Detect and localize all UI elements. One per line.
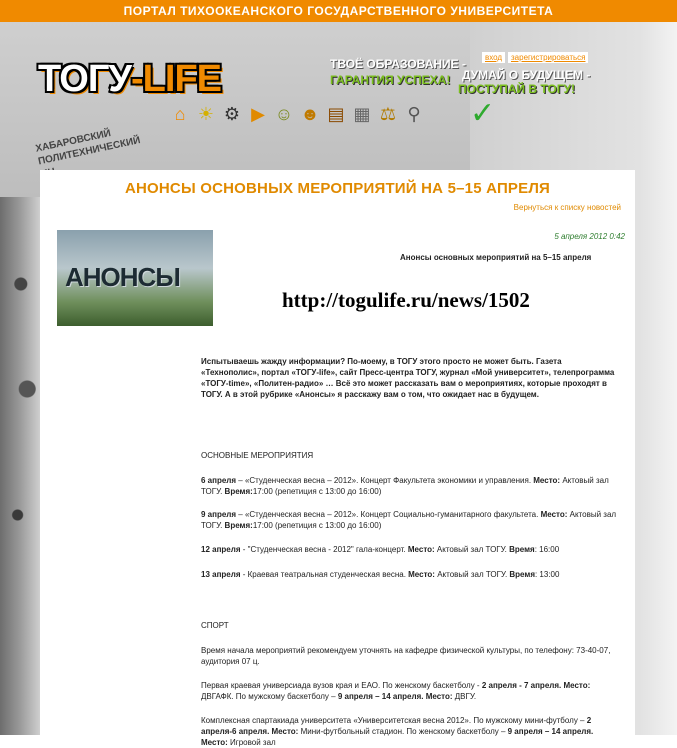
event-item bbox=[201, 475, 621, 497]
event-time: 17:00 (репетиция с 13:00 до 16:00) bbox=[252, 521, 382, 530]
event-time-label: Время bbox=[509, 545, 535, 554]
people-icon[interactable]: ☺ bbox=[274, 103, 294, 124]
event-place: Актовый зал ТОГУ. bbox=[434, 545, 510, 554]
event-place-label: Место: bbox=[533, 476, 561, 485]
ink-splatter-decoration bbox=[8, 200, 40, 620]
event-text: - "Студенческая весна - 2012" гала-концерт. bbox=[240, 545, 408, 554]
event-time: : 13:00 bbox=[534, 570, 560, 579]
event-text: – «Студенческая весна – 2012». Концерт Социально-гуманитарного факультета. bbox=[236, 510, 541, 519]
sport-note: Время начала мероприятий рекомендуем уточнять на кафедре физической культуры, по телефону: 73-40-07, аудитория 07 ц. bbox=[201, 646, 611, 666]
event-place-label: Место: bbox=[540, 510, 568, 519]
event-place-label: Место: bbox=[407, 545, 435, 554]
sport-place: ДВГУ. bbox=[452, 692, 477, 701]
sport-item bbox=[201, 680, 621, 702]
event-item bbox=[201, 544, 621, 555]
slogan-future: ДУМАЙ О БУДУЩЕМ - bbox=[462, 68, 591, 82]
event-time-label: Время bbox=[509, 570, 535, 579]
slogan-enroll: ПОСТУПАЙ В ТОГУ! bbox=[458, 82, 575, 96]
sport-date: 9 апреля – 14 апреля. bbox=[337, 692, 424, 701]
sport-place: ДВГАФК. По мужскому баскетболу – bbox=[201, 692, 338, 701]
article-panel bbox=[40, 170, 635, 747]
sport-place: Игровой зал bbox=[227, 738, 276, 747]
document-icon[interactable]: ▦ bbox=[353, 103, 371, 124]
portal-top-bar bbox=[0, 0, 677, 22]
event-time-label: Время: bbox=[224, 487, 253, 496]
sport-date: 9 апреля – 14 апреля. bbox=[507, 727, 594, 736]
magnifier-icon[interactable]: ⚲ bbox=[407, 103, 421, 124]
sport-place-label: Место: bbox=[201, 738, 228, 747]
event-time-label: Время: bbox=[224, 521, 253, 530]
portal-title: ПОРТАЛ ТИХООКЕАНСКОГО ГОСУДАРСТВЕННОГО УНИВЕРСИТЕТА bbox=[123, 4, 554, 18]
article-intro: Испытываешь жажду информации? По-моему, в ТОГУ этого просто не может быть. Газета «Технополис», портал «ТОГУ-life», сайт Пресс-центра ТОГУ, журнал «Мой университет», телепрограмма «ТОГУ-time», «Политен-радио» … Всё это может рассказать вам о мероприятиях, которые проходят в ТОГУ. А в этой рубрике «Анонсы» я расскажу вам о том, что ожидает нас в будущем. bbox=[201, 357, 615, 399]
sport-place-label: Место: bbox=[423, 692, 453, 701]
slogan-education: ТВОЁ ОБРАЗОВАНИЕ - bbox=[330, 57, 467, 71]
event-place: Актовый зал ТОГУ. bbox=[434, 570, 510, 579]
event-place: Актовый зал ТОГУ. bbox=[201, 510, 617, 530]
event-time: : 16:00 bbox=[534, 545, 560, 554]
sport-item bbox=[201, 715, 621, 748]
event-place-label: Место: bbox=[408, 570, 435, 579]
article-url: http://togulife.ru/news/1502 bbox=[282, 288, 530, 312]
event-item bbox=[201, 569, 621, 580]
register-link[interactable]: зарегистрироваться bbox=[508, 52, 588, 63]
article-subheading: Анонсы основных мероприятий на 5–15 апреля bbox=[400, 253, 592, 262]
event-date: 9 апреля bbox=[201, 510, 237, 519]
event-date: 6 апреля bbox=[201, 476, 237, 485]
sport-place-label: Место: bbox=[269, 727, 299, 736]
checkmark-icon[interactable]: ✓ bbox=[470, 97, 496, 130]
site-header bbox=[0, 22, 677, 172]
logo-rest-text: -LIFE bbox=[131, 58, 221, 100]
books-icon[interactable]: ▤ bbox=[327, 103, 345, 124]
section-main-events: ОСНОВНЫЕ МЕРОПРИЯТИЯ bbox=[201, 451, 314, 460]
chef-icon[interactable]: ☻ bbox=[300, 103, 320, 124]
home-icon[interactable]: ⌂ bbox=[174, 103, 186, 124]
article-title: АНОНСЫ ОСНОВНЫХ МЕРОПРИЯТИЙ НА 5–15 АПРЕЛЯ bbox=[124, 180, 551, 197]
sport-date: 2 апреля-6 апреля. bbox=[201, 716, 592, 736]
event-item bbox=[201, 509, 621, 531]
bulb-icon[interactable]: ☀ bbox=[197, 103, 215, 124]
event-text: - Краевая театральная студенческая весна. bbox=[240, 570, 409, 579]
sport-text: Комплексная спартакиада университета «Университетская весна 2012». По мужскому мини-футболу – bbox=[201, 716, 587, 725]
event-date: 12 апреля bbox=[201, 545, 241, 554]
scales-icon[interactable]: ⚖ bbox=[379, 103, 397, 124]
login-link[interactable]: вход bbox=[482, 52, 505, 63]
sport-date: 2 апреля - 7 апреля. bbox=[481, 681, 562, 690]
slogan-success: ГАРАНТИЯ УСПЕХА! bbox=[330, 73, 451, 87]
logo-main-text: ТОГУ bbox=[38, 58, 132, 100]
sport-place-label: Место: bbox=[561, 681, 591, 690]
site-logo[interactable] bbox=[38, 58, 221, 101]
sport-place: Мини-футбольный стадион. По женскому баскетболу – bbox=[298, 727, 508, 736]
article-thumbnail bbox=[57, 230, 213, 326]
gear-icon[interactable]: ⚙ bbox=[223, 103, 241, 124]
article-date: 5 апреля 2012 0:42 bbox=[554, 232, 625, 241]
section-sport: СПОРТ bbox=[201, 621, 229, 630]
sport-text: Первая краевая универсиада вузов края и ЕАО. По женскому баскетболу - bbox=[201, 681, 482, 690]
event-time: 17:00 (репетиция с 13:00 до 16:00) bbox=[252, 487, 382, 496]
section-icon-bar bbox=[168, 97, 426, 131]
event-text: – «Студенческая весна – 2012». Концерт Факультета экономики и управления. bbox=[236, 476, 534, 485]
thumbnail-text: АНОНСЫ bbox=[65, 262, 180, 292]
film-icon[interactable]: ▶ bbox=[251, 103, 265, 124]
event-place: Актовый зал ТОГУ. bbox=[201, 476, 609, 496]
event-date: 13 апреля bbox=[201, 570, 241, 579]
building-sign-text: ХАБАРОВСКИЙ ПОЛИТЕХНИЧЕСКИЙ bbox=[34, 128, 142, 168]
back-to-news-link[interactable]: Вернуться к списку новостей bbox=[513, 203, 621, 212]
